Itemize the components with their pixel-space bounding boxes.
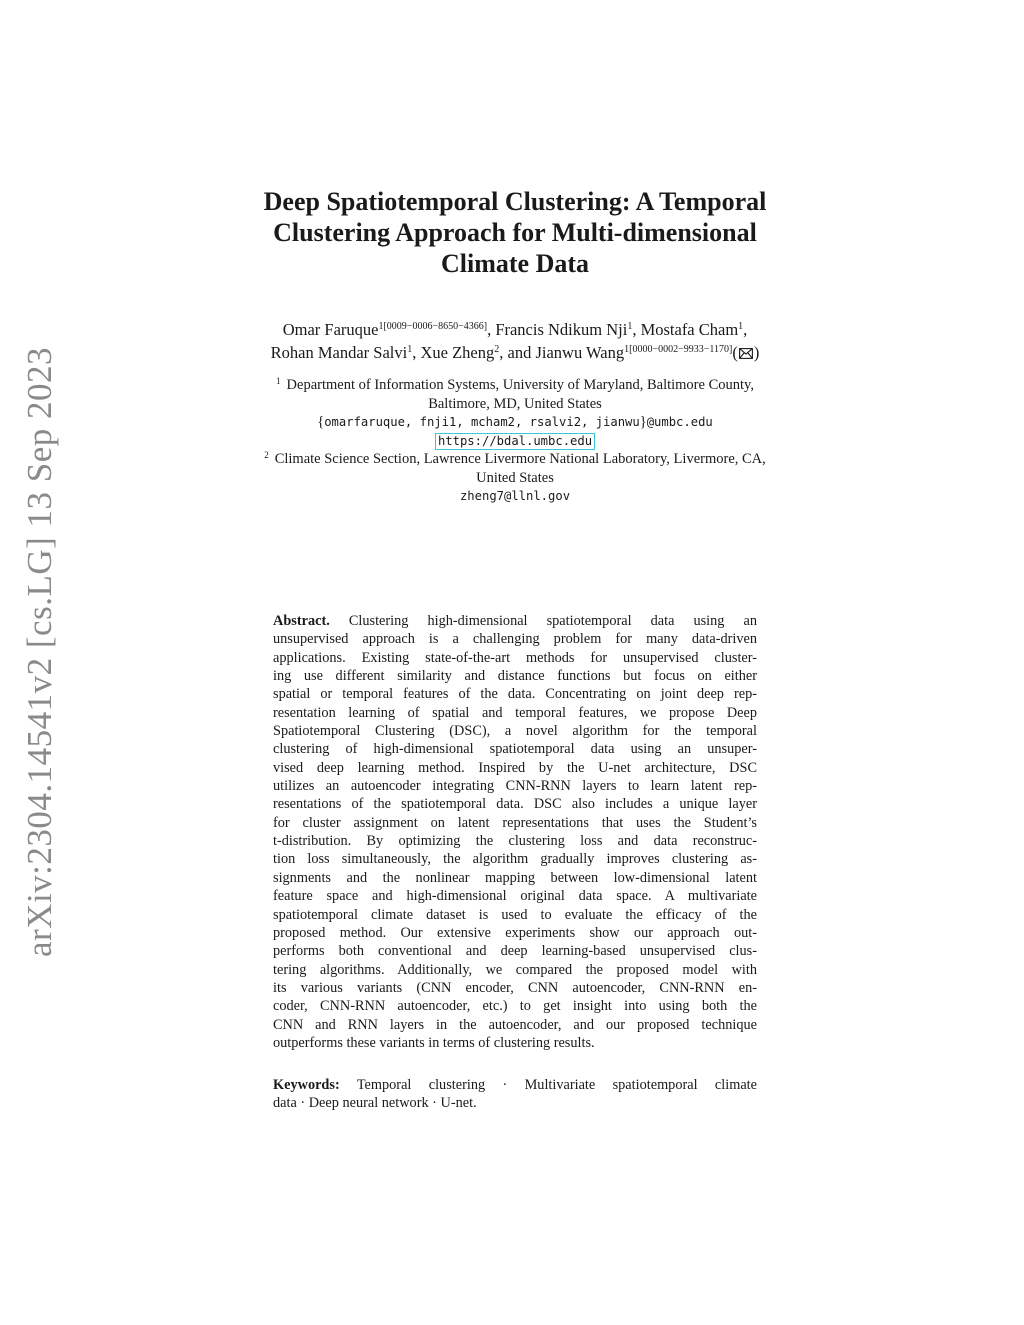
affiliation-mark: 2 <box>264 450 269 460</box>
author-name: , and Jianwu Wang <box>499 343 625 362</box>
affiliation-text: Department of Information Systems, University of Maryland, Baltimore County, <box>286 377 754 393</box>
author-name: , Francis Ndikum Nji <box>487 320 628 339</box>
brace-close: } <box>639 414 647 430</box>
abstract-line: feature space and high-dimensional original data space. A multivariate <box>273 888 757 905</box>
keywords <box>273 1076 757 1113</box>
keywords-line: data · Deep neural network · U-net. <box>273 1095 477 1112</box>
author-name: Rohan Mandar Salvi <box>270 343 408 362</box>
abstract-line: spatiotemporal climate dataset is used to evaluate the efficacy of the <box>273 906 757 923</box>
paren-open: ( <box>732 343 738 362</box>
title-line-3: Climate Data <box>440 249 589 278</box>
abstract-line: clustering of high-dimensional spatiotemporal data using an unsuper- <box>273 741 757 758</box>
abstract-line: proposed method. Our extensive experiments show our approach out- <box>273 924 757 941</box>
abstract-line: signments and the nonlinear mapping between low-dimensional latent <box>273 869 757 886</box>
abstract-line: coder, CNN-RNN autoencoder, etc.) to get insight into using both the <box>273 998 757 1015</box>
affiliation-2-line-2: United States <box>476 469 554 486</box>
brace-open: { <box>317 414 325 430</box>
abstract <box>273 612 757 1052</box>
abstract-line: vised deep learning method. Inspired by the U-net architecture, DSC <box>273 759 757 776</box>
title-line-2: Clustering Approach for Multi-dimensional <box>273 218 757 247</box>
author-affiliation-mark: 1 <box>627 321 633 332</box>
paper-title <box>190 186 840 279</box>
author-list <box>180 318 850 364</box>
affiliation-1-line-2: Baltimore, MD, United States <box>428 395 602 412</box>
title-line-1: Deep Spatiotemporal Clustering: A Temporal <box>263 187 767 216</box>
abstract-line: tion loss simultaneously, the algorithm gradually improves clustering as- <box>273 851 757 868</box>
abstract-line: tering algorithms. Additionally, we compared the proposed model with <box>273 961 757 978</box>
keywords-text: Temporal clustering · Multivariate spatiotemporal climate <box>356 1077 757 1093</box>
abstract-line: CNN and RNN layers in the autoencoder, and our proposed technique <box>273 1016 757 1033</box>
abstract-line: spatial or temporal features of the data. Concentrating on joint deep rep- <box>273 686 757 703</box>
abstract-line: performs both conventional and deep learning-based unsupervised clus- <box>273 943 757 960</box>
arxiv-side-stamp: arXiv:2304.14541v2 [cs.LG] 13 Sep 2023 <box>20 346 59 958</box>
affiliation-1-line-1 <box>205 376 825 395</box>
abstract-line-text: Clustering high-dimensional spatiotemporal data using an <box>348 613 757 629</box>
envelope-icon[interactable] <box>739 348 753 359</box>
abstract-line <box>273 612 757 630</box>
email-address: zheng7@llnl.gov <box>459 489 571 503</box>
abstract-line: utilizes an autoencoder integrating CNN-RNN layers to learn latent rep- <box>273 778 757 795</box>
abstract-line: applications. Existing state-of-the-art methods for unsupervised cluster- <box>273 649 757 666</box>
author-name: , Mostafa Cham <box>632 320 739 339</box>
keywords-label: Keywords: <box>273 1077 340 1093</box>
abstract-line: outperforms these variants in terms of clustering results. <box>273 1034 595 1051</box>
author-orcid: 1[0000−0002−9933−1170] <box>624 344 733 355</box>
abstract-line: unsupervised approach is a challenging problem for many data-driven <box>273 631 757 648</box>
affiliation-2-email-row <box>205 487 825 506</box>
abstract-line: its various variants (CNN encoder, CNN autoencoder, CNN-RNN en- <box>273 979 757 996</box>
author-line-2 <box>180 341 850 364</box>
affiliation-1-url-row <box>205 432 825 451</box>
affiliations <box>205 376 825 506</box>
author-name: , Xue Zheng <box>412 343 495 362</box>
abstract-label: Abstract. <box>273 613 330 629</box>
affiliation-mark: 1 <box>276 376 281 386</box>
abstract-line: Spatiotemporal Clustering (DSC), a novel algorithm for the temporal <box>273 723 757 740</box>
abstract-line: resentations of the spatiotemporal data. DSC also includes a unique layer <box>273 796 757 813</box>
abstract-line: resentation learning of spatial and temporal features, we propose Deep <box>273 704 757 721</box>
affiliation-1-emails <box>205 413 825 432</box>
author-line-1 <box>180 318 850 341</box>
author-affiliation-mark: 2 <box>494 344 500 355</box>
author-affiliation-mark: 1 <box>407 344 413 355</box>
abstract-line: for cluster assignment on latent representations that uses the Student’s <box>273 814 757 831</box>
email-domain: @umbc.edu <box>646 415 713 429</box>
abstract-line: ing use different similarity and distance functions but focus on either <box>273 668 757 685</box>
affiliation-2-line-1 <box>205 450 825 469</box>
author-orcid: 1[0009−0006−8650−4366] <box>378 321 488 332</box>
email-users: omarfaruque, fnji1, mcham2, rsalvi2, jianwu <box>324 415 640 429</box>
affiliation-text: Climate Science Section, Lawrence Livermore National Laboratory, Livermore, CA, <box>274 451 766 467</box>
paren-close: ) <box>753 343 760 362</box>
lab-url-link[interactable]: https://bdal.umbc.edu <box>435 433 595 450</box>
author-affiliation-mark: 1 <box>738 321 744 332</box>
keywords-line <box>273 1076 757 1094</box>
author-name: Omar Faruque <box>282 320 379 339</box>
abstract-line: t-distribution. By optimizing the clustering loss and data reconstruc- <box>273 833 757 850</box>
author-separator: , <box>743 320 748 339</box>
